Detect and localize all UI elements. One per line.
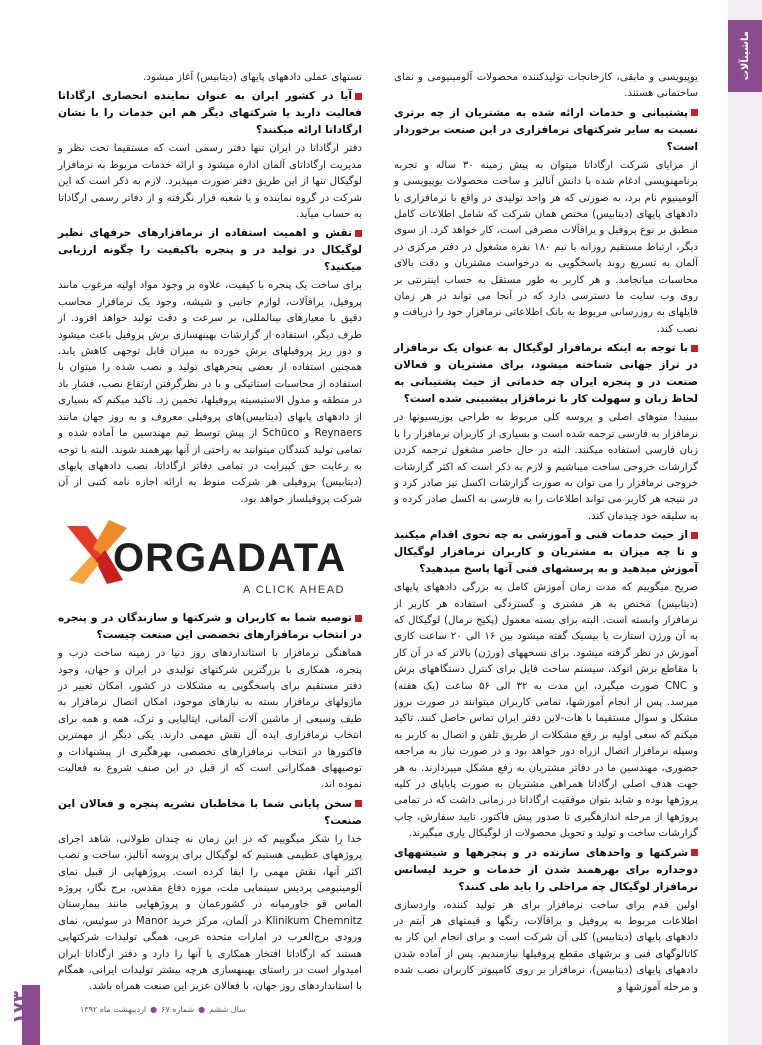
answer-paragraph xyxy=(394,898,698,996)
answer-paragraph xyxy=(394,410,698,525)
interview-question xyxy=(394,340,698,408)
question-bullet-icon xyxy=(355,615,362,622)
paragraph-text: هماهنگی نرمافزار با استانداردهای روز دنیا در زمینه ساخت درب و پنجره، همکاری با بزرگترین شرکتهای تولیدی در ایران و جهان، وجود دفتر مستقیم برای پاسخگویی به مشکلات در کشور، امکان تغییر در ماژولهای نرمافزار بسته به نیازهای موجود، امکان اتصال نرمافزار به طیف وسیعی از ماشین آلات آلمانی، ایتالیایی و ترک، همه و همه برای انتخاب نرمافزاری ایده آل نقش مهمی دارند. یکی دیگر از مهمترین فاکتورها در انتخاب نرمافزارهای تخصصی، بهرهگیری از پیشنهادات و توصیههای همکارانی است که از قبل در این صنف شروع به فعالیت نموده اند. xyxy=(58,648,362,791)
answer-paragraph xyxy=(58,278,362,508)
paragraph-text: خدا را شکر میگوییم که در این زمان نه چندان طولانی، شاهد اجرای پروژههای عظیمی هستیم که لوگیکال برای پروسه آنالیز، ساخت و نصب اکثر آنها، نقش مهمی را ایفا کرده است. پروژههایی از قبیل نمای آلومینیومی پردیس سینمایی ملت، موزه دفاع مقدس، برج نگار، پروژه الماس قو خاورمیانه در کشورعمان و پروژههایی مانند بیمارستان Klinikum Chemnitz در آلمان، مرکز خرید Manor در سوئیس، نمای ورودی برج‌العرب در امارات متحده عربی، همگی تولیدات شرکتهایی هستند که ارگاداتا افتخار همکاری با آنها را دارد و دفتر ارگاداتا ایران امیدوار است در راستای بهینهسازی هرچه بیشتر تولیدات ایرانی، همگام با استانداردهای روز جهان، با فعالان عزیز این صنعت همراه باشد. xyxy=(58,833,362,993)
side-tab-band xyxy=(728,0,762,1045)
page-footer: سال ششم●شماره ۶۷●اردیبهشت ماه ۱۳۹۲ xyxy=(80,1005,246,1014)
logo-tagline: A CLICK AHEAD xyxy=(242,584,345,597)
question-bullet-icon xyxy=(355,93,362,100)
paragraph-text: اولین قدم برای ساخت نرمافزار برای هر تولید کننده، واردسازی اطلاعات مربوط به پروفیل و یراقآلات، رنگها و قیمتهای هر آیتم در دادههای پایهای (دیتابیس) کلی آن شرکت است و برای انجام این کار به کاتالوگهای فنی و برشهای مقطع پروفیلها نیازمندیم. پس از آماده شدن دادههای پایهای (دیتابیس)، نرمافزار بر روی کامپیوتر کاربران نصب شده و مرحله آموزشها و xyxy=(394,899,698,993)
question-text: آیا در کشور ایران به عنوان نماینده انحصاری ارگاداتا فعالیت دارید یا شرکتهای دیگر هم این خدمات را با نشان ارگاداتا ارائه میکنند؟ xyxy=(58,90,362,137)
paragraph-text: یوپیویسی و مابقی، کارخانجات تولیدکننده محصولات آلومینیومی و نمای ساختمانی هستند. xyxy=(394,72,698,100)
question-bullet-icon xyxy=(355,800,362,807)
left-column-top xyxy=(58,70,362,508)
answer-paragraph xyxy=(394,70,698,103)
paragraph-text: برای ساخت یک پنجره با کیفیت، علاوه بر وجود مواد اولیه مرغوب مانند پروفیل، یراقآلات، لوازم جانبی و شیشه، وجود یک نرمافزار محاسب دقیق با معیارهای بینالمللی، بر سرعت و دقت تولید خواهد افزود. از طرف دیگر، استفاده از گزارشات بهینهسازی برش پروفیل باعث میشود و دور ریز پروفیلهای برش خورده به میزان قابل توجهی کاهش یابد. همچنین استفاده از بعضی پنجرههای تولید و نصب شده را میتوان با استفاده از محاسبات استاتیکی و با در نظرگرفتن ارتفاع نصب، فشار باد در منطقه و مدول الاستیسیته پروفیلها، تخمین زد. تاکید میکنم که بسیاری از دادههای پایهای (دیتابیس)های پروفیلی معروف و به روز جهان مانند Reynaers و Schüco از پیش توسط تیم مهندسین ما آماده شده و تمامی تولید کنندگان میتوانند به راحتی از آنها بهرهمند شوند. البته با توجه به رعایت حق کپیرایت در تمامی دفاتر ارگاداتا، نصب دادههای پایهای (دیتابیس) پروفیلی هر شرکت منوط به ارائه اجازه نامه کتبی از آن شرکت پروفیلساز خواهد بود. xyxy=(58,280,362,505)
question-text: از حیث خدمات فنی و آموزشی به چه نحوی اقدام میکنید و تا چه میزان به مشتریان و کاربران نرمافزار لوگیکال آموزش میدهید و به پرسشهای فنی آنها پاسخ میدهید؟ xyxy=(394,529,698,576)
answer-paragraph xyxy=(58,70,362,86)
interview-question xyxy=(58,610,362,644)
page-number-tab xyxy=(0,985,40,1045)
question-text: پشتیبانی و خدمات ارائه شده به مشتریان از چه برتری نسبت به سایر شرکتهای نرمافزاری در این صنعت برخوردار است؟ xyxy=(394,106,698,153)
paragraph-text: تستهای عملی دادههای پایهای (دیتابیس) آغاز میشود. xyxy=(143,72,362,83)
right-column xyxy=(394,70,699,993)
question-text: نقش و اهمیت استفاده از نرمافزارهای حرفهای نظیر لوگیکال در تولید در و پنجره باکیفیت را چگونه ارزیابی میکنید؟ xyxy=(58,227,362,274)
question-bullet-icon xyxy=(691,532,698,539)
interview-question xyxy=(394,105,698,156)
interview-question xyxy=(58,225,362,276)
footer-year: سال ششم xyxy=(209,1005,246,1014)
question-text: شرکتها و واحدهای سازنده در و پنجرهها و شیشههای دوجداره برای بهرهمند شدن از خدمات و خرید لیسانس نرمافزار لوگیکال چه مراحلی را باید طی کنند؟ xyxy=(394,846,698,893)
logo-wordmark: ORGADATA xyxy=(113,536,347,581)
paragraph-text: ببینید! منوهای اصلی و پروسه کلی مربوط به طراحی پوزیسیونها در نرمافزار به فارسی ترجمه شده است و بسیاری از کاربران نرمافزار را با زبان فارسی استفاده میکنند. البته در حال حاضر مشغول ترجمه کردن گزارشات خروجی ساخت میباشیم و لازم به ذکر است که اکثر گزارشات خروجی نرمافزار را می توان به صورت گزارشات اکسل نیز صادر کرد و در نتیجه هر کاربر می تواند اطلاعات را به فارسی به اکسل صادر کرده و به سلیقه خود چیدمان کند. xyxy=(394,412,698,522)
section-label: ماشینآلات xyxy=(739,31,751,81)
section-label-box xyxy=(728,20,762,92)
interview-question xyxy=(394,845,698,896)
question-bullet-icon xyxy=(691,109,698,116)
question-bullet-icon xyxy=(691,345,698,352)
answer-paragraph xyxy=(58,832,362,996)
question-bullet-icon xyxy=(691,849,698,856)
footer-issue: شماره ۶۷ xyxy=(161,1005,195,1014)
left-column xyxy=(58,70,362,993)
interview-question xyxy=(58,796,362,830)
answer-paragraph xyxy=(58,646,362,794)
section-side-tab xyxy=(704,0,762,1045)
orgadata-logo xyxy=(65,518,355,602)
article-columns xyxy=(58,70,699,993)
interview-question xyxy=(58,88,362,139)
page-number: ۱۷۳ xyxy=(9,991,31,1024)
answer-paragraph xyxy=(394,580,698,843)
paragraph-text: صریح میگوییم که مدت زمان آموزش کامل به بزرگی دادههای پایهای (دیتابیس) مختص به هر مشتری و گستردگی استفاده هر کاربر از نرمافزار وابسته است. البته برای بسته معمول (پکیج نرمال) لوگیکال که به آن ورژن استارت یا بیسیک گفته میشود بین ۱۶ الی ۲۰ ساعت کاری آموزش در نظر گرفته میشود. برای نسخههای (ورژن) بالاتر که در آن کار با مقاطع برش اتوکد، سیستم ساخت فایل برای کنترل دستگاههای برش و CNC صورت میگیرد، این مدت به ۳۲ الی ۵۶ ساعت (یک هفته) میرسد. پس از انجام آموزشها، تمامی کاربران میتوانند در صورت بروز مشکل و سوال مستقیما با هات-لاین دفتر ایران تماس حاصل کنند. تاکید میکنم که سعی اولیه بر رفع مشکلات از طریق تلفن و اتصال به کاربر به وسیله نرمافزار اتصال ازراه دور خواهد بود و در صورت نیاز به مراجعه حضوری، مهندسین ما در دفاتر مشتریان به رفع مشکل میپردازند. به هر جهت هدف اصلی ارگاداتا همراهی مشتریان به صورت پایاپای در کلیه پروژهها بوده و شاید بتوان موفقیت ارگاداتا در زمانی داشت که در تمامی پروژهها از مرحله اندازهگیری تا صدور پیش فاکتور، تایید سفارش، چاپ گزارشات ساخت و تولید و تحویل محصولات از لوگیکال یاری میگیرند. xyxy=(394,582,699,840)
answer-paragraph xyxy=(58,141,362,223)
paragraph-text: دفتر ارگاداتا در ایران تنها دفتر رسمی است که مستقیما تحت نظر و مدیریت ارگاداتای آلمان اداره میشود و ارائه خدمات مربوط به نرمافزار لوگیکال تنها از این طریق دفتر صورت میپذیرد. لازم به ذکر است که این شرکت در گروه نماینده و یا شعبه قرار نگرفته و از دفاتر رسمی ارگاداتا به حساب میآید. xyxy=(58,143,362,221)
question-text: توصیه شما به کاربران و شرکتها و سازندگان در و پنجره در انتخاب نرمافزارهای تخصصی این صنعت چیست؟ xyxy=(58,612,362,642)
paragraph-text: از مزایای شرکت ارگاداتا میتوان به پیش زمینه ۳۰ ساله و تجربه برنامهنویسی ادغام شده با دانش آنالیز و ساخت محصولات یوپیویسی و آلومینیوم نام برد، به صورتی که هر واحد تولیدی در واقع با نرمافزاری با دادههای پایهای (دیتابیس) مختص همان شرکت که شامل اطلاعات کامل منطبق بر نوع پروفیل و یراقآلات مصرفی است، کار خواهد کرد. از سوی دیگر، ارتباط مستقیم روزانه با تیم ۱۸۰ نفره مشغول در دفتر مرکزی در آلمان به تسریع روند پاسخگویی به درخواست مشتریان و دقت بالای محاسبات میانجامد. و هر کاربر به طور مستقل به حساب اینترنتی بر روی وب سایت ما دسترسی دارد که در آنجا می تواند در هر زمان فایلهای به روزرسانی مربوط به بانک اطلاعاتی نرمافزار خود را دریافت و نصب کند. xyxy=(394,159,698,335)
interview-question xyxy=(394,527,698,578)
question-bullet-icon xyxy=(355,230,362,237)
left-column-bottom xyxy=(58,610,362,996)
question-text: سخن پایانی شما با مخاطبان نشریه پنجره و فعالان این صنعت؟ xyxy=(58,797,362,827)
question-text: با توجه به اینکه نرمافزار لوگیکال به عنوان یک نرمافزار در تراز جهانی شناخته میشود، برای مشتریان و فعالان صنعت در و پنجره ایران چه خدماتی از حیث پشتیبانی به لحاظ زبان و سهولت کار با نرمافزار پیشبینی شده است؟ xyxy=(394,342,698,406)
footer-date: اردیبهشت ماه ۱۳۹۲ xyxy=(80,1005,147,1014)
answer-paragraph xyxy=(394,158,698,338)
